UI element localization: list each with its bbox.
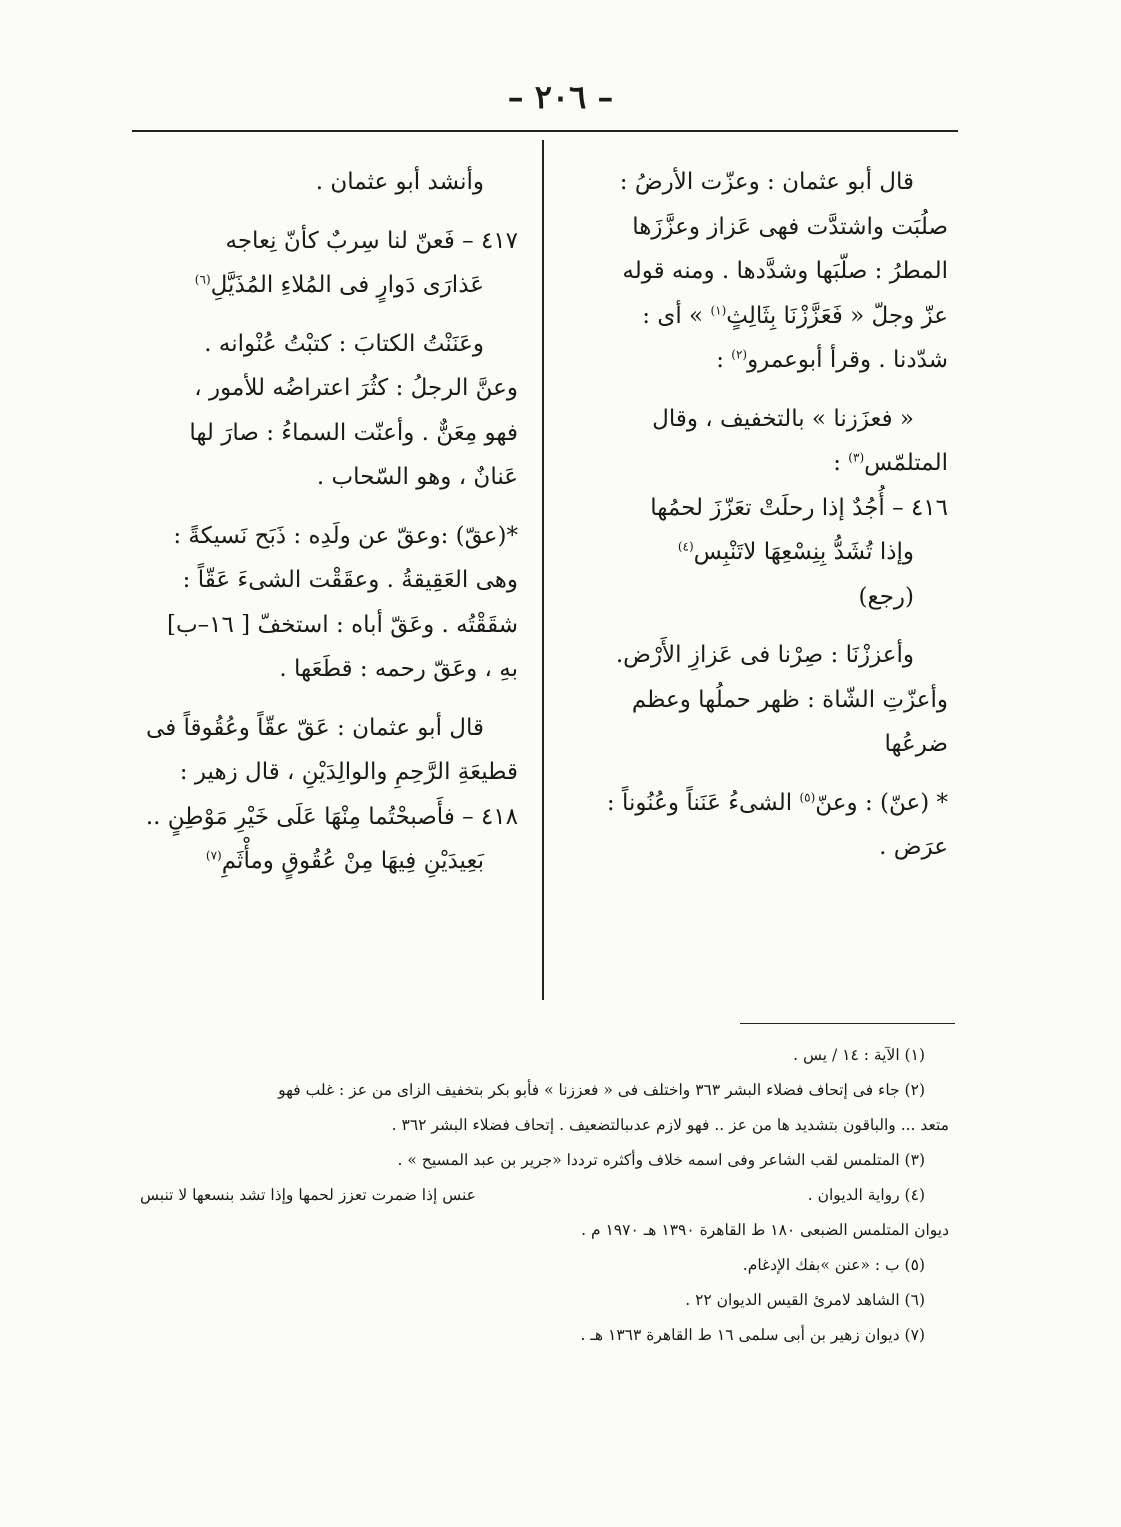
footnotes xyxy=(140,1038,949,1353)
line-text-after: : xyxy=(833,450,841,476)
line-text: *(عقّ) :وعقّ عن ولَدِه : ذَبَح نَسيكةً : xyxy=(173,522,518,549)
line-text: عزّ وجلّ « فَعَزَّزْنَا بِثَالِثٍ xyxy=(726,302,948,329)
right-column xyxy=(560,160,948,870)
footnote xyxy=(140,1213,949,1248)
text-line xyxy=(140,795,518,840)
footnote xyxy=(140,1318,925,1353)
paragraph-gap xyxy=(140,692,518,706)
footnote-marker: (٣) xyxy=(848,450,865,465)
text-line xyxy=(140,322,518,367)
line-text: ٤١٧ – فَعنّ لنا سِربٌ كأنّ نِعاجه xyxy=(225,227,518,254)
footnote xyxy=(140,1248,925,1283)
text-line xyxy=(560,781,948,826)
footnote-text: ديوان المتلمس الضبعى ١٨٠ ط القاهرة ١٣٩٠ هـ ١٩٧٠ م . xyxy=(581,1221,949,1239)
text-line xyxy=(140,839,518,884)
paragraph-gap xyxy=(560,767,948,781)
footnote-marker: (٥) xyxy=(799,789,816,804)
line-text: وأنشد أبو عثمان . xyxy=(315,169,484,195)
page-number: – ٢٠٦ – xyxy=(507,78,614,116)
line-text: وإذا تُشَدُّ بِنِسْعِهَا لاتَنْبِس xyxy=(693,539,914,565)
line-text: بهِ ، وعَقّ رحمه : قطَعَها . xyxy=(279,656,518,682)
text-line xyxy=(140,706,518,751)
line-text: وهى العَقِيقةُ . وعقَقْت الشىءَ عَقّاً : xyxy=(182,567,518,593)
text-line xyxy=(140,411,518,456)
footnote xyxy=(140,1073,925,1108)
line-text: ضرعُها xyxy=(884,731,948,757)
column-divider xyxy=(542,140,544,1000)
footnote-text: (٤) رواية الديوان . xyxy=(807,1186,925,1204)
paragraph-gap xyxy=(140,205,518,219)
footnote-marker: (٤) xyxy=(677,539,694,554)
text-line xyxy=(560,205,948,250)
footnote-text: (٢) جاء فى إتحاف فضلاء البشر ٣٦٣ واختلف فى « فعززنا » فأبو بكر بتخفيف الزاى من عز : غلب فهو xyxy=(278,1081,925,1099)
text-line xyxy=(140,219,518,264)
text-line xyxy=(560,633,948,678)
text-line xyxy=(560,338,948,383)
footnote-marker: (٢) xyxy=(731,347,748,362)
line-text: عرَض . xyxy=(879,834,948,860)
line-text: قال أبو عثمان : عَقّ عقّاً وعُقُوقاً فى xyxy=(146,714,484,741)
footnote-rule xyxy=(740,1023,955,1024)
footnote-marker: (١) xyxy=(710,302,727,317)
text-line xyxy=(560,249,948,294)
line-text: * (عنّ) : وعنّ xyxy=(815,789,948,816)
line-text: « فعزَزنا » بالتخفيف ، وقال xyxy=(652,405,914,432)
line-text: شدّدنا . وقرأ أبوعمرو xyxy=(747,347,948,373)
text-line xyxy=(140,366,518,411)
line-text: عَذارَى دَوارٍ فى المُلاءِ المُذَيَّلِ xyxy=(210,272,484,298)
footnote-text: (٦) الشاهد لامرئ القيس الديوان ٢٢ . xyxy=(685,1291,925,1309)
line-text: شقَقْتُه . وعَقّ أباه : استخفّ [ ١٦–ب] xyxy=(166,611,518,638)
footnote-marker: (٧) xyxy=(205,848,222,863)
line-text: قال أبو عثمان : وعزّت الأرضُ : xyxy=(619,169,914,195)
line-text: بَعِيدَيْنِ فِيهَا مِنْ عُقُوقٍ ومأْثَمِ xyxy=(221,848,484,874)
line-text: المتلمّس xyxy=(864,450,948,476)
text-line xyxy=(560,441,948,486)
footnote xyxy=(140,1178,925,1213)
line-text: المطرُ : صلّبَها وشدَّدها . ومنه قوله xyxy=(622,258,948,284)
line-text: فهو مِعَنٌّ . وأعنّت السماءُ : صارَ لها xyxy=(189,419,518,446)
footnote xyxy=(140,1108,949,1143)
footnote xyxy=(140,1143,925,1178)
text-line xyxy=(140,647,518,692)
line-text: عَنانٌ ، وهو السّحاب . xyxy=(316,464,518,490)
text-line xyxy=(140,455,518,500)
header-rule xyxy=(132,130,958,132)
line-text-after: الشىءُ عَنَناً وعُنُوناً : xyxy=(606,789,793,816)
line-text: وأعزّتِ الشّاة : ظهر حملُها وعظم xyxy=(631,686,948,713)
footnote-text: (١) الآية : ١٤ / يس . xyxy=(793,1046,925,1064)
footnote-marker: (٦) xyxy=(194,272,211,287)
text-line xyxy=(140,558,518,603)
line-text: وعنَّ الرجلُ : كثُرَ اعتراضُه للأمور ، xyxy=(194,375,518,401)
footnote-text: (٥) ب : «عنن »بفك الإدغام. xyxy=(742,1256,925,1274)
text-line xyxy=(560,678,948,723)
paragraph-gap xyxy=(560,619,948,633)
line-text: صلُبَت واشتدَّت فهى عَزاز وعزَّزَها xyxy=(632,213,948,240)
footnote-verse: عنس إذا ضمرت تعزز لحمها وإذا تشد بنسعها لا تنبس xyxy=(140,1186,476,1204)
text-line xyxy=(560,160,948,205)
text-line xyxy=(560,722,948,767)
paragraph-gap xyxy=(560,383,948,397)
footnote-text: (٧) ديوان زهير بن أبى سلمى ١٦ ط القاهرة ١٣٦٣ هـ . xyxy=(580,1326,925,1344)
paragraph-gap xyxy=(140,308,518,322)
line-text-after: » أى : xyxy=(642,302,704,329)
text-line xyxy=(560,530,948,575)
line-text: وعَنَنْتُ الكتابَ : كتبْتُ عُنْوانه . xyxy=(204,330,484,357)
line-text: ٤١٦ – أُجُدٌ إذا رحلَتْ تعَزّزَ لحمُها xyxy=(650,494,948,521)
footnote-text: (٣) المتلمس لقب الشاعر وفى اسمه خلاف وأكثره ترددا «جرير بن عبد المسيح » . xyxy=(397,1151,925,1169)
line-text: ٤١٨ – فأَصبحْتُما مِنْهَا عَلَى خَيْرِ مَوْطِنٍ .. xyxy=(145,803,518,830)
footnote-text: متعد ... والباقون بتشديد ها من عز .. فهو لازم عدىبالتضعيف . إتحاف فضلاء البشر ٣٦٢ . xyxy=(391,1116,949,1134)
line-text: (رجع) xyxy=(858,583,914,610)
line-text-after: : xyxy=(716,347,724,373)
text-line xyxy=(560,294,948,339)
text-line xyxy=(140,514,518,559)
text-line xyxy=(560,825,948,870)
text-line xyxy=(140,263,518,308)
text-line xyxy=(140,603,518,648)
line-text: وأعززْنَا : صِرْنا فى عَزازِ الأَرْض. xyxy=(615,642,914,668)
left-column xyxy=(140,160,518,884)
text-line xyxy=(140,160,518,205)
text-line xyxy=(560,575,948,620)
footnote xyxy=(140,1283,925,1318)
footnote xyxy=(140,1038,925,1073)
paragraph-gap xyxy=(140,500,518,514)
text-line xyxy=(560,397,948,442)
text-line xyxy=(140,750,518,795)
text-line xyxy=(560,486,948,531)
line-text: قطيعَةِ الرَّحِمِ والوالِدَيْنِ ، قال زهير : xyxy=(179,759,518,785)
